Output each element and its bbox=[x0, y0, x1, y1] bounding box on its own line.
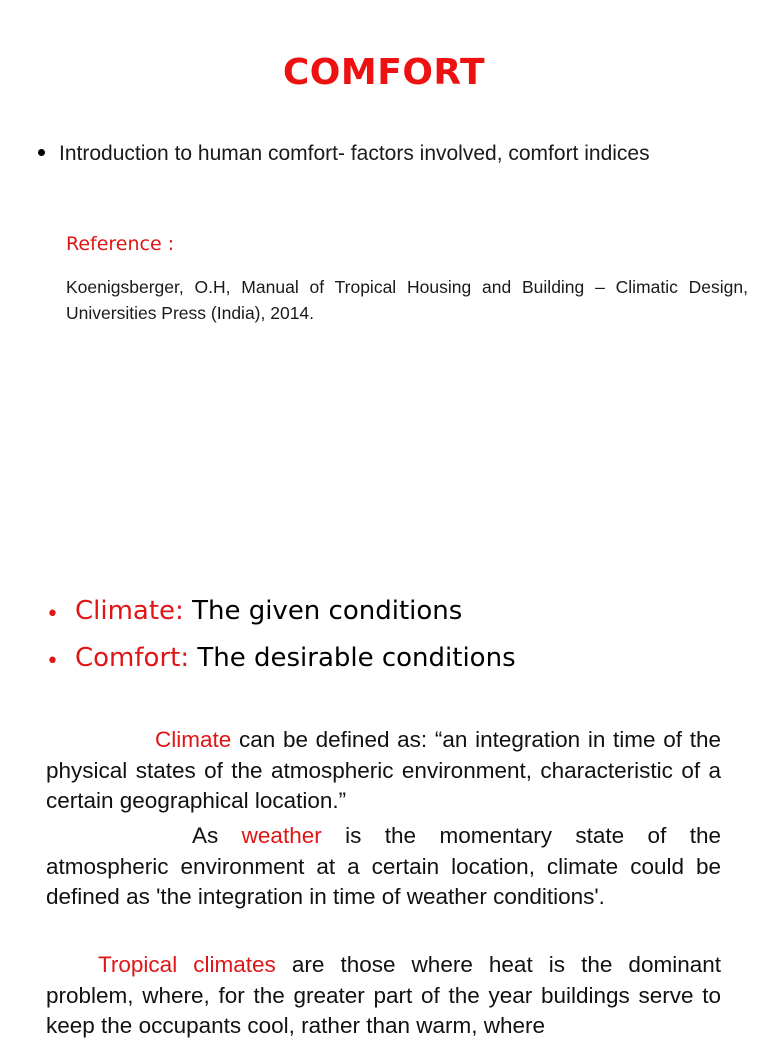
tropical-climates-paragraph bbox=[46, 950, 721, 1042]
climate-definition-paragraph bbox=[46, 725, 721, 817]
bullet-term: Comfort: bbox=[75, 643, 190, 673]
bullet-dot-icon bbox=[38, 149, 45, 156]
bullet-desc: The desirable conditions bbox=[189, 643, 516, 673]
paragraph-text: can be defined as: “an integration in time of the physical states of the atmospheric environment, characteristic of a certain geographical location.” bbox=[46, 727, 721, 813]
page-title: COMFORT bbox=[282, 52, 486, 93]
term-weather: weather bbox=[241, 823, 322, 848]
bullet-icon: • bbox=[46, 602, 59, 627]
reference-label: Reference : bbox=[66, 233, 175, 255]
topic-bullet bbox=[38, 142, 650, 166]
paragraph-text: are those where heat is the dominant problem, where, for the greater part of the year buildings serve to keep the occupants cool, rather than warm, where bbox=[46, 952, 721, 1038]
topic-text: Introduction to human comfort- factors involved, comfort indices bbox=[59, 142, 650, 165]
definition-bullets bbox=[46, 596, 746, 690]
paragraph-lead: As bbox=[192, 823, 242, 848]
weather-paragraph bbox=[46, 821, 721, 913]
reference-citation: Koenigsberger, O.H, Manual of Tropical Housing and Building – Climatic Design, Universities Press (India), 2014. bbox=[66, 277, 748, 323]
bullet-desc: The given conditions bbox=[183, 596, 463, 626]
bullet-term: Climate: bbox=[75, 596, 184, 626]
term-climate: Climate bbox=[155, 727, 232, 752]
bullet-comfort bbox=[46, 643, 746, 690]
paragraph-text: is the momentary state of the atmospheric environment at a certain location, climate could be defined as 'the integration in time of weather conditions'. bbox=[46, 823, 722, 909]
bullet-icon: • bbox=[46, 649, 59, 674]
bullet-climate bbox=[46, 596, 746, 643]
term-tropical-climates: Tropical climates bbox=[98, 952, 276, 977]
